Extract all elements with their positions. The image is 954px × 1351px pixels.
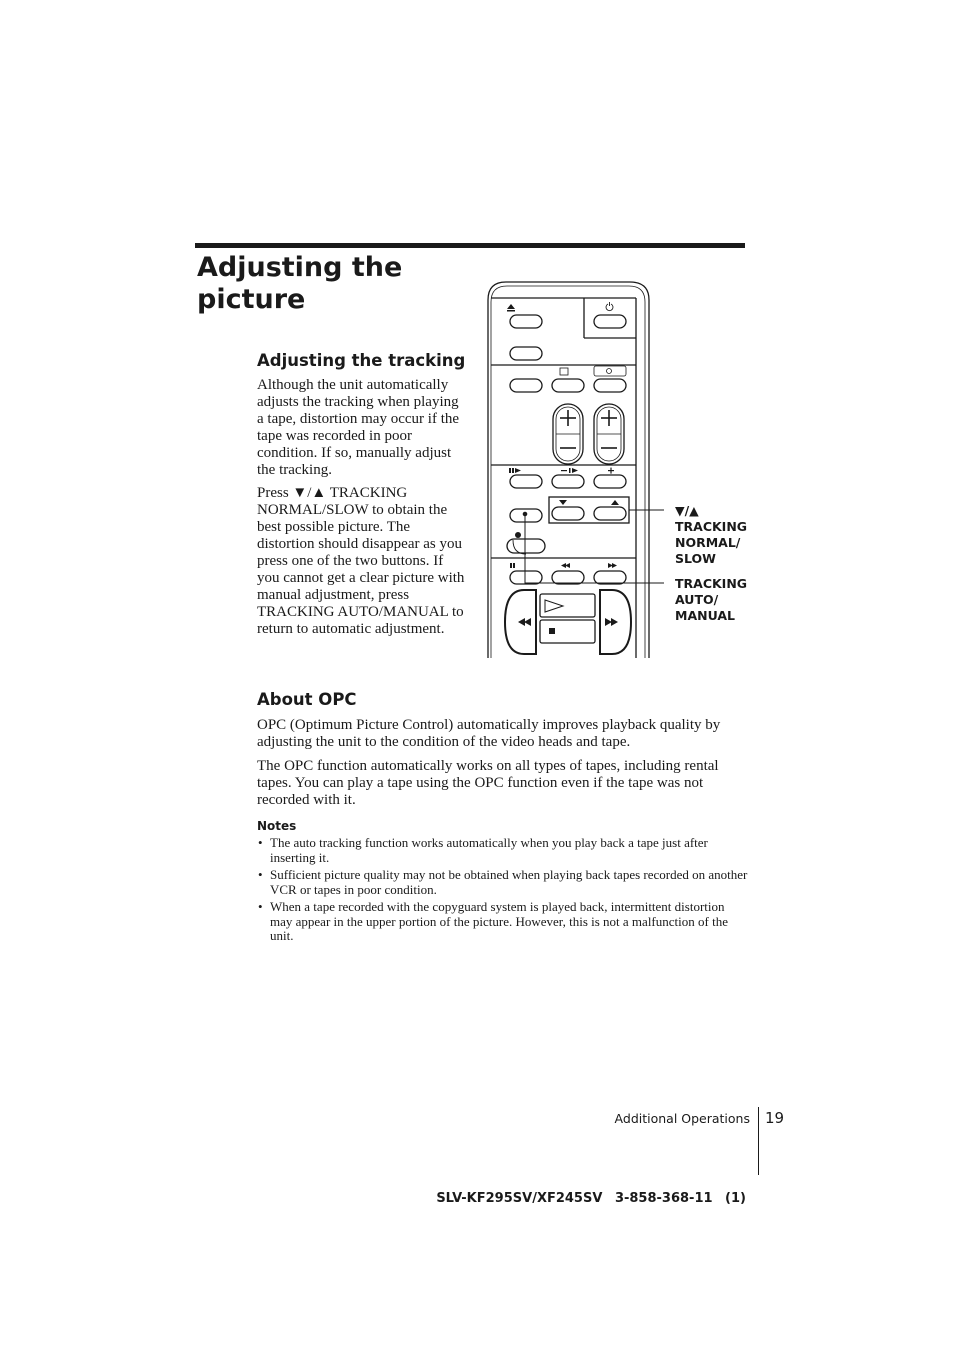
part-number: 3-858-368-11 (1) (614, 1191, 746, 1206)
opc-body (257, 717, 749, 809)
notes-section (257, 819, 749, 947)
opc-heading: About OPC (257, 690, 357, 709)
note-item: • When a tape recorded with the copyguard system is played back, intermittent distortion may appear in the upper portion of the picture. However, this is not a malfunction of the unit. (257, 900, 749, 944)
callout-line: MANUAL (675, 608, 735, 623)
callout-line: TRACKING (675, 576, 748, 591)
top-rule (195, 243, 745, 248)
callout-line: AUTO/ (675, 592, 719, 607)
callout-line: SLOW (675, 551, 716, 566)
opc-paragraph: OPC (Optimum Picture Control) automatically improves playback quality by adjusting the unit to the condition of the video heads and tape. (257, 717, 721, 750)
callout-tracking-normal-slow (675, 503, 755, 567)
tracking-section (257, 351, 467, 644)
page-number: 19 (765, 1109, 785, 1127)
callout-tracking-auto-manual (675, 576, 755, 624)
callout-line: NORMAL/ (675, 535, 741, 550)
tracking-heading: Adjusting the tracking (257, 351, 466, 370)
footer-rule (758, 1107, 759, 1175)
opc-section (257, 690, 749, 815)
callout-line: TRACKING (675, 519, 748, 534)
tracking-paragraph: Press ▼/▲ TRACKING NORMAL/SLOW to obtain the best possible picture. The distortion should disappear as you press one of the two buttons. If you cannot get a clear picture with manual adjustment, press TRACKING AUTO/MANUAL to return to automatic adjustment. (257, 485, 465, 637)
model-number-line (420, 1191, 746, 1206)
notes-list (257, 836, 749, 944)
tracking-body (257, 377, 467, 638)
opc-paragraph: The OPC function automatically works on all types of tapes, including rental tapes. You can play a tape using the OPC function even if the tape was not recorded with it. (257, 758, 719, 808)
tracking-paragraph: Although the unit automatically adjusts the tracking when playing a tape, distortion may occur if the tape was recorded in poor condition. If so, manually adjust the tracking. (257, 377, 460, 478)
model-number: SLV-KF295SV/XF245SV (436, 1191, 603, 1206)
note-item: • Sufficient picture quality may not be obtained when playing back tapes recorded on another VCR or tapes in poor condition. (257, 868, 749, 897)
page-title: Adjusting the picture (197, 252, 403, 315)
notes-title: Notes (257, 819, 297, 833)
note-item: • The auto tracking function works automatically when you play back a tape just after inserting it. (257, 836, 749, 865)
callout-line: ▼/▲ (675, 503, 699, 518)
footer-section-name: Additional Operations (614, 1111, 750, 1126)
